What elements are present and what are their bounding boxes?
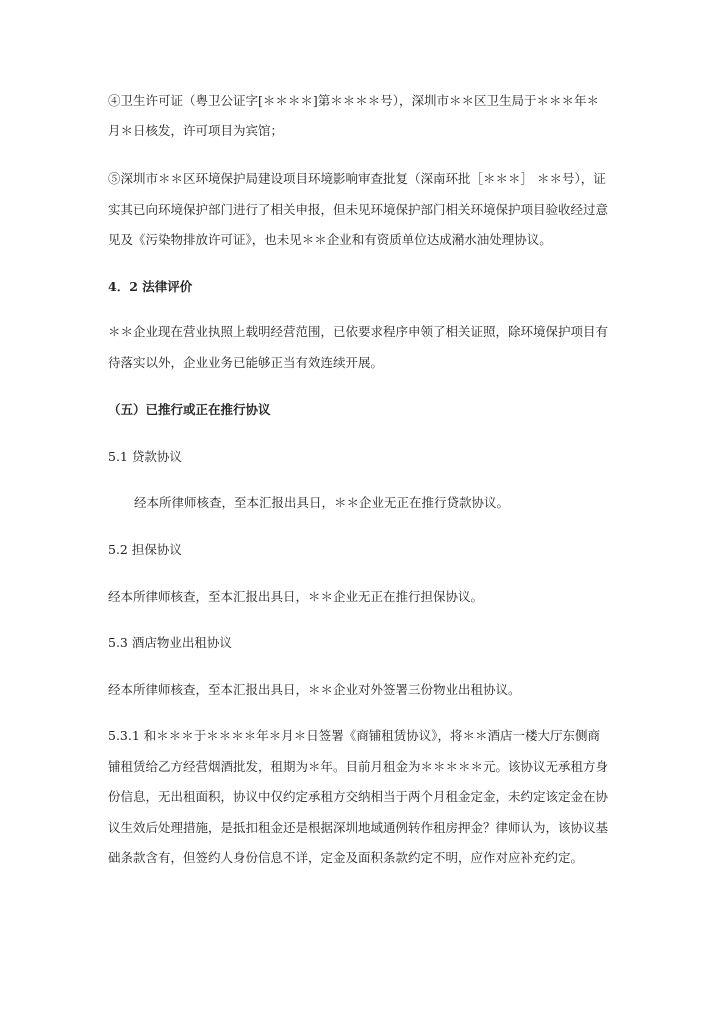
heading-guarantee-agreement: 5.2 担保协议 — [108, 542, 182, 557]
heading-agreements: （五）已推行或正在推行协议 — [108, 402, 271, 417]
paragraph-guarantee-agreement: 经本所律师核查，至本汇报出具日，＊＊企业无正在推行担保协议。 — [108, 589, 484, 604]
paragraph-environment-approval-line-2: 实其已向环境保护部门进行了相关申报，但未见环境保护部门相关环境保护项目验收经过意 — [108, 202, 609, 217]
paragraph-legal-evaluation-line-2: 待落实以外，企业业务已能够正当有效连续开展。 — [108, 355, 384, 370]
paragraph-health-permit-line-1: ④卫生许可证（粤卫公证字[＊＊＊＊]第＊＊＊＊号），深圳市＊＊区卫生局于＊＊＊年＊ — [108, 93, 600, 108]
paragraph-loan-agreement: 经本所律师核查，至本汇报出具日，＊＊企业无正在推行贷款协议。 — [134, 495, 510, 510]
heading-legal-evaluation: 4．2 法律评价 — [108, 279, 193, 294]
heading-hotel-lease-agreement: 5.3 酒店物业出租协议 — [108, 635, 232, 650]
paragraph-lease-5-3-1-line-1: 5.3.1 和＊＊＊于＊＊＊＊年＊月＊日签署《商铺租赁协议》，将＊＊酒店一楼大厅东侧商 — [108, 728, 601, 743]
paragraph-lease-5-3-1-line-4: 议生效后处理措施，是抵扣租金还是根据深圳地域通例转作租房押金？律师认为，该协议基 — [108, 820, 609, 835]
paragraph-lease-5-3-1-line-2: 铺租赁给乙方经营烟酒批发，租期为＊年。目前月租金为＊＊＊＊＊元。该协议无承租方身 — [108, 759, 609, 774]
heading-loan-agreement: 5.1 贷款协议 — [108, 449, 182, 464]
paragraph-lease-5-3-1-line-5: 础条款含有，但签约人身份信息不详，定金及面积条款约定不明，应作对应补充约定。 — [108, 850, 584, 865]
paragraph-hotel-lease-agreement: 经本所律师核查，至本汇报出具日，＊＊企业对外签署三份物业出租协议。 — [108, 682, 521, 697]
paragraph-health-permit-line-2: 月＊日核发，许可项目为宾馆； — [108, 123, 284, 138]
paragraph-legal-evaluation-line-1: ＊＊企业现在营业执照上载明经营范围，已依要求程序申领了相关证照，除环境保护项目有 — [108, 324, 609, 339]
paragraph-environment-approval-line-1: ⑤深圳市＊＊区环境保护局建设项目环境影响审查批复（深南环批［＊＊＊］ ＊＊号），证 — [108, 171, 606, 186]
paragraph-environment-approval-line-3: 见及《污染物排放许可证》，也未见＊＊企业和有资质单位达成潲水油处理协议。 — [108, 232, 552, 247]
paragraph-lease-5-3-1-line-3: 份信息，无出租面积，协议中仅约定承租方交纳相当于两个月租金定金，未约定该定金在协 — [108, 789, 609, 804]
